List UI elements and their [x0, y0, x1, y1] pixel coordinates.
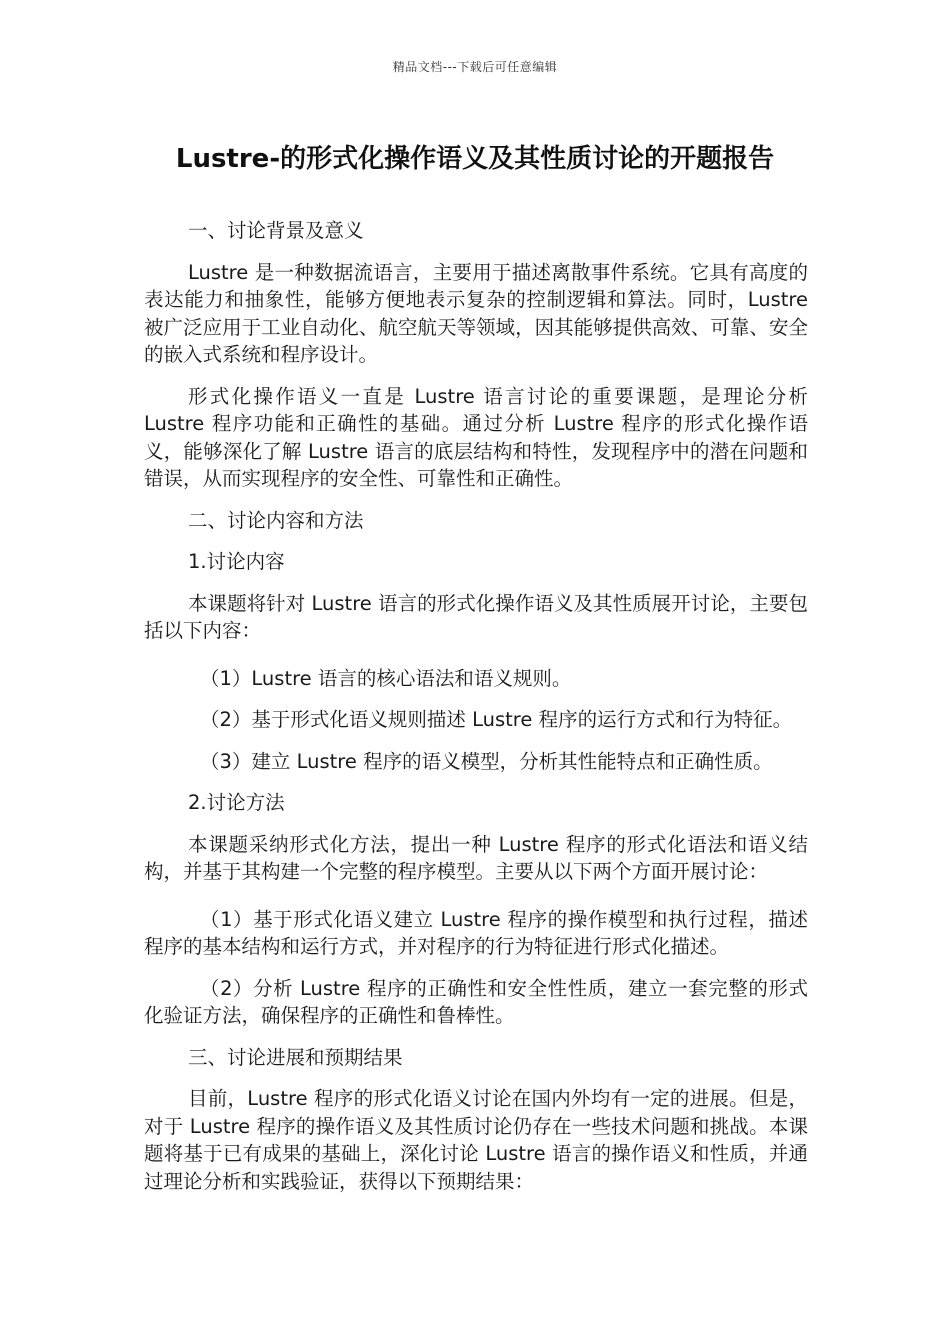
subheading-method: 2.讨论方法: [188, 791, 285, 814]
paragraph-progress: 目前，Lustre 程序的形式化语义讨论在国内外均有一定的进展。但是，对于 Lustre 程序的操作语义及其性质讨论仍存在一些技术问题和挑战。本课题将基于已有成果的基础上，深化讨论 Lustre 语言的操作语义和性质，并通过理论分析和实践验证，获得以下预期结果：: [144, 1087, 808, 1193]
page-header-caption: 精品文档---下载后可任意编辑: [392, 60, 558, 74]
document-body: [144, 217, 808, 1195]
paragraph-method-intro: 本课题采纳形式化方法，提出一种 Lustre 程序的形式化语法和语义结构，并基于其构建一个完整的程序模型。主要从以下两个方面开展讨论：: [144, 832, 808, 883]
document-title: Lustre-的形式化操作语义及其性质讨论的开题报告: [175, 144, 775, 174]
paragraph-content-intro: 本课题将针对 Lustre 语言的形式化操作语义及其性质展开讨论，主要包括以下内容：: [144, 591, 808, 642]
subheading-content: 1.讨论内容: [188, 550, 285, 573]
list-item-method-1: （1）基于形式化语义建立 Lustre 程序的操作模型和执行过程，描述程序的基本结构和运行方式，并对程序的行为特征进行形式化描述。: [144, 907, 808, 958]
paragraph-lustre-intro: Lustre 是一种数据流语言，主要用于描述离散事件系统。它具有高度的表达能力和抽象性，能够方便地表示复杂的控制逻辑和算法。同时，Lustre 被广泛应用于工业自动化、航空航天等领域，因其能够提供高效、可靠、安全的嵌入式系统和程序设计。: [144, 260, 808, 366]
section-heading-content-method: 二、讨论内容和方法: [188, 508, 364, 532]
section-heading-background: 一、讨论背景及意义: [188, 219, 364, 242]
section-heading-progress: 三、讨论进展和预期结果: [188, 1045, 403, 1069]
list-item-content-1: （1）Lustre 语言的核心语法和语义规则。: [200, 666, 572, 690]
list-item-content-3: （3）建立 Lustre 程序的语义模型，分析其性能特点和正确性质。: [200, 749, 773, 773]
list-item-method-2: （2）分析 Lustre 程序的正确性和安全性性质，建立一套完整的形式化验证方法，确保程序的正确性和鲁棒性。: [144, 976, 808, 1027]
paragraph-formal-semantics: 形式化操作语义一直是 Lustre 语言讨论的重要课题，是理论分析 Lustre 程序功能和正确性的基础。通过分析 Lustre 程序的形式化操作语义，能够深化了解 Lustre 语言的底层结构和特性，发现程序中的潜在问题和错误，从而实现程序的安全性、可靠性和正确性。: [144, 384, 808, 490]
list-item-content-2: （2）基于形式化语义规则描述 Lustre 程序的运行方式和行为特征。: [200, 708, 793, 731]
